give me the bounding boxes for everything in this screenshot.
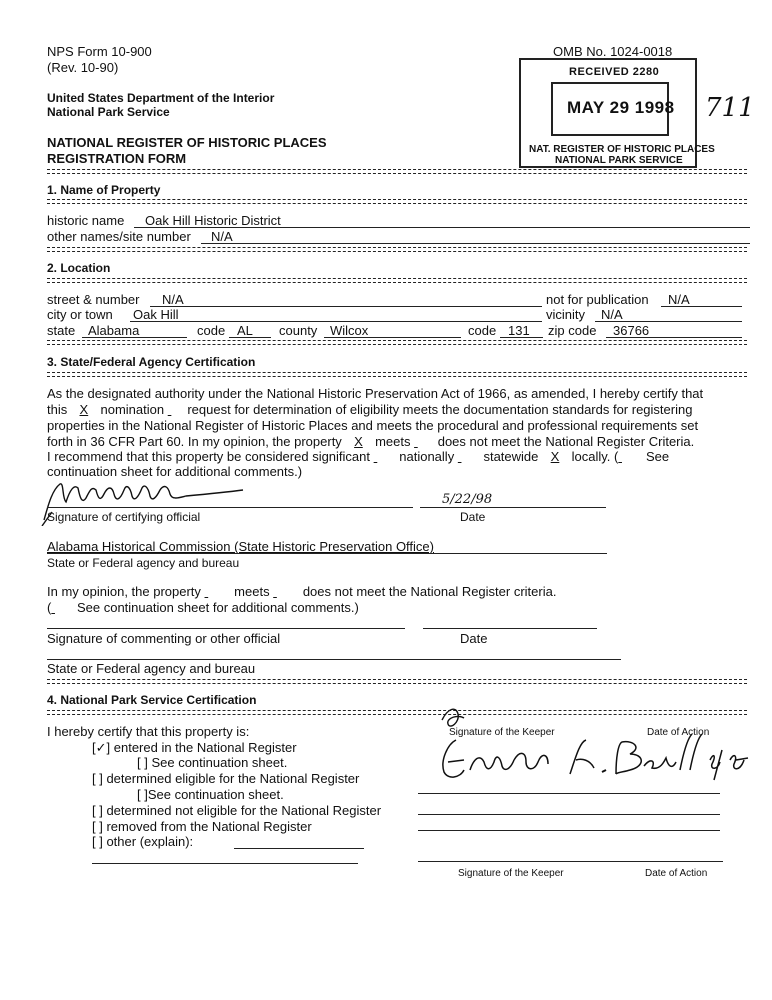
section-divider — [47, 679, 747, 684]
section-divider — [47, 247, 747, 252]
section-divider — [47, 340, 747, 345]
city-label: city or town — [47, 307, 113, 322]
certification-line-1: As the designated authority under the National Historic Preservation Act of 1966, as amended, I hereby certify that — [47, 386, 704, 401]
option-eligible-sub: [ ]See continuation sheet. — [137, 787, 284, 802]
section-divider — [47, 169, 747, 174]
other-names-label: other names/site number — [47, 229, 191, 244]
street-label: street & number — [47, 292, 140, 307]
other-names-value: N/A — [211, 229, 233, 244]
handwritten-annotation: 711 — [705, 93, 755, 123]
agency-value: Alabama Historical Commission (State Historic Preservation Office) — [47, 539, 434, 554]
state-label: state — [47, 323, 76, 338]
option-other: [ ] other (explain): — [92, 834, 194, 849]
nps-intro: I hereby certify that this property is: — [47, 724, 250, 739]
opinion-line-2: ( See continuation sheet for additional comments.) — [47, 600, 359, 615]
certification-line-4: forth in 36 CFR Part 60. In my opinion, the property X meets does not meet the National Register Criteria. — [47, 434, 695, 449]
zip-value: 36766 — [613, 323, 650, 338]
stamp-register: NAT. REGISTER OF HISTORIC PLACES — [529, 144, 715, 155]
stamp-service: NATIONAL PARK SERVICE — [555, 155, 683, 166]
vicinity-value: N/A — [601, 307, 623, 322]
certification-date-value: 5/22/98 — [442, 492, 493, 507]
agency-label: State or Federal agency and bureau — [47, 556, 240, 570]
county-code-value: 131 — [508, 323, 530, 338]
locally-mark: X — [550, 449, 560, 464]
section-divider — [47, 278, 747, 283]
not-for-publication-label: not for publication — [546, 292, 649, 307]
certification-line-5: I recommend that this property be considered significant nationally statewide X locally. ( See — [47, 449, 670, 464]
state-code-value: AL — [237, 323, 253, 338]
nomination-mark: X — [79, 402, 89, 417]
keeper-signature-label: Signature of the Keeper — [458, 868, 564, 879]
commenting-signature-label: Signature of commenting or other official — [47, 631, 281, 646]
form-title: NATIONAL REGISTER OF HISTORIC PLACES — [47, 135, 327, 150]
stamp-received: RECEIVED 2280 — [569, 66, 660, 78]
received-stamp — [519, 58, 715, 168]
certifying-signature-label: Signature of certifying official — [47, 510, 201, 524]
meets-mark: X — [354, 434, 363, 449]
certification-date-label: Date — [460, 510, 486, 524]
option-eligible: [ ] determined eligible for the National Register — [92, 771, 360, 786]
option-removed: [ ] removed from the National Register — [92, 819, 312, 834]
historic-name-value: Oak Hill Historic District — [145, 213, 281, 228]
omb-number: OMB No. 1024-0018 — [553, 44, 673, 59]
section-divider — [47, 199, 747, 204]
section-1-heading: 1. Name of Property — [47, 183, 161, 197]
county-code-label: code — [468, 323, 497, 338]
county-label: county — [279, 323, 318, 338]
not-for-publication-value: N/A — [668, 292, 690, 307]
form-number: NPS Form 10-900 — [47, 44, 152, 59]
historic-name-label: historic name — [47, 213, 125, 228]
section-2-heading: 2. Location — [47, 261, 111, 275]
department-name: United States Department of the Interior — [47, 91, 275, 105]
agency-label-2: State or Federal agency and bureau — [47, 661, 256, 676]
option-entered-sub: [ ] See continuation sheet. — [137, 755, 288, 770]
vicinity-label: vicinity — [546, 307, 586, 322]
certification-line-2: this X nomination request for determination of eligibility meets the documentation standards for registering — [47, 402, 693, 417]
certification-line-3: properties in the National Register of Historic Places and meets the procedural and professional requirements set — [47, 418, 699, 433]
county-value: Wilcox — [330, 323, 369, 338]
keeper-signature — [430, 700, 760, 792]
checkmark-icon: [✓] — [92, 740, 111, 755]
date-of-action-label-top: Date of Action — [647, 727, 710, 738]
form-revision: (Rev. 10-90) — [47, 60, 119, 75]
keeper-signature-label-top: Signature of the Keeper — [449, 727, 555, 738]
section-3-heading: 3. State/Federal Agency Certification — [47, 355, 256, 369]
section-divider — [47, 372, 747, 377]
state-value: Alabama — [88, 323, 140, 338]
certification-line-6: continuation sheet for additional comments.) — [47, 464, 303, 479]
commenting-date-label: Date — [460, 631, 488, 646]
state-code-label: code — [197, 323, 226, 338]
city-value: Oak Hill — [133, 307, 179, 322]
date-of-action-label: Date of Action — [645, 868, 708, 879]
opinion-line-1: In my opinion, the property meets does not meet the National Register criteria. — [47, 584, 557, 599]
stamp-date: MAY 29 1998 — [567, 98, 675, 117]
street-value: N/A — [162, 292, 184, 307]
form-subtitle: REGISTRATION FORM — [47, 151, 187, 166]
section-4-heading: 4. National Park Service Certification — [47, 693, 257, 707]
service-name: National Park Service — [47, 105, 170, 119]
option-not-eligible: [ ] determined not eligible for the National Register — [92, 803, 382, 818]
stamp-date-box — [551, 82, 675, 136]
zip-label: zip code — [548, 323, 597, 338]
option-entered: [✓] entered in the National Register — [92, 740, 297, 755]
